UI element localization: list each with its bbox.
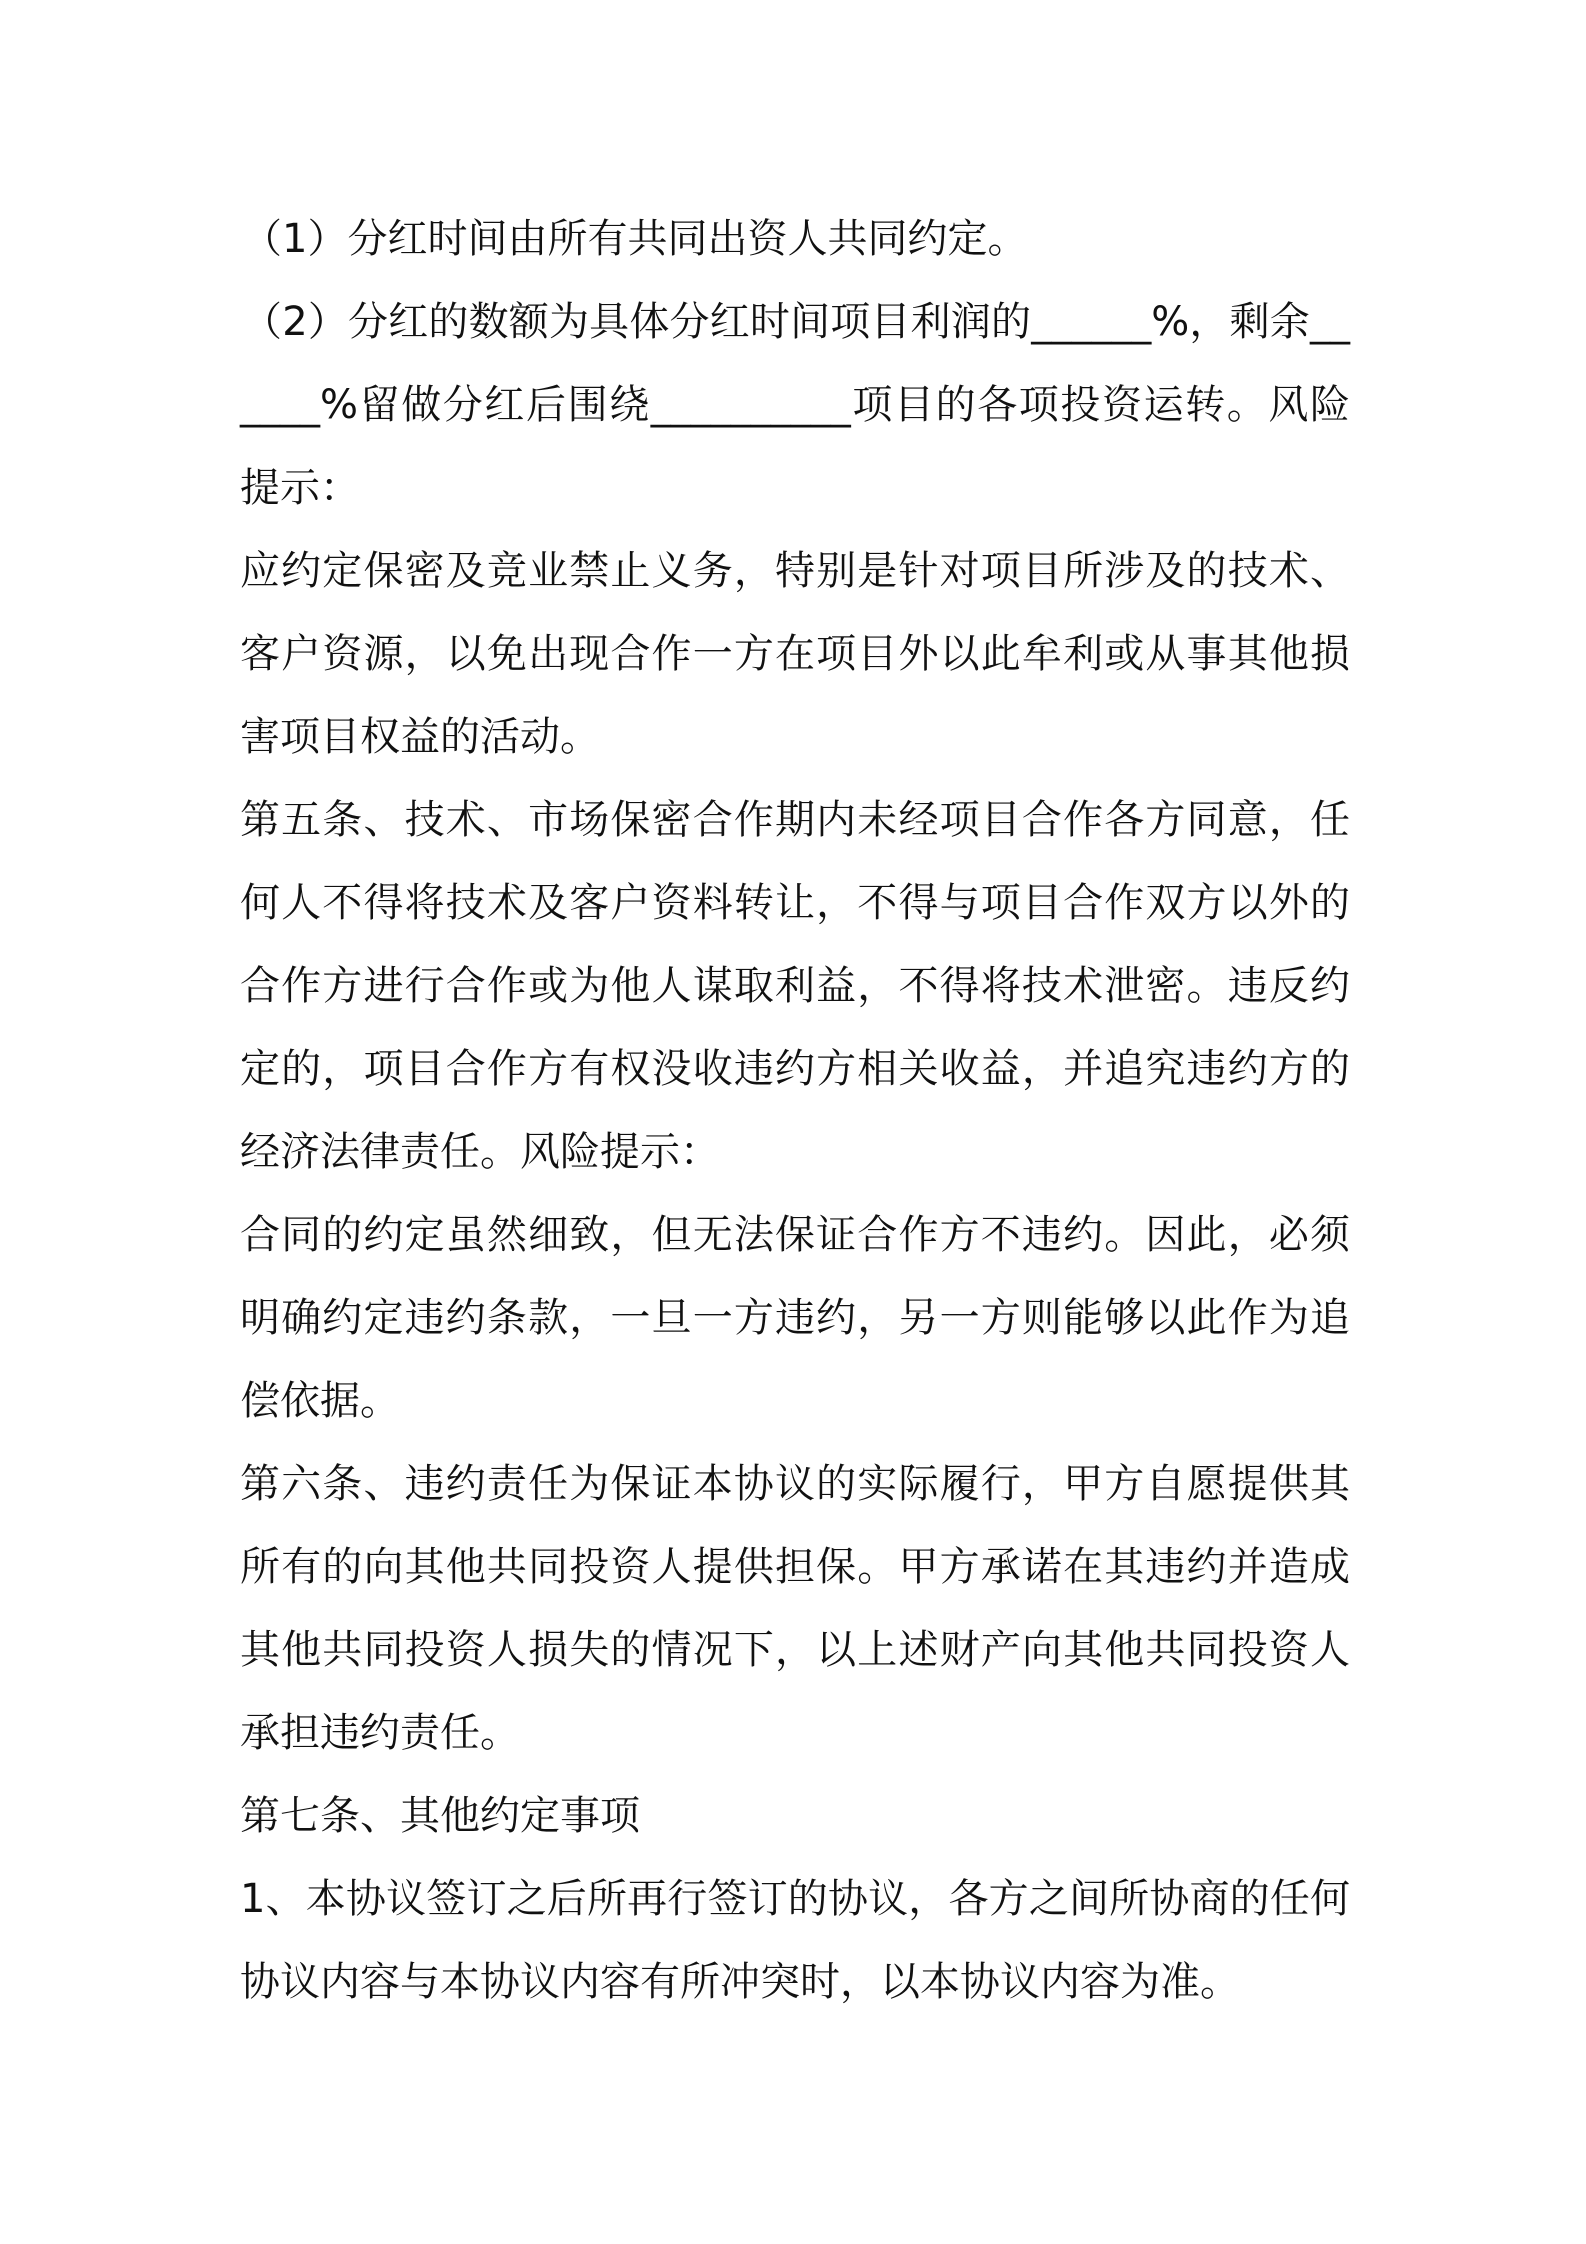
paragraph-article-seven-heading: 第七条、其他约定事项 bbox=[240, 1793, 640, 1839]
paragraph-dividend-amount: （2）分红的数额为具体分红时间项目利润的______%，剩余______%留做分红后围绕__________项目的各项投资运转。风险提示： bbox=[240, 299, 1350, 511]
paragraph-risk-confidentiality: 应约定保密及竞业禁止义务，特别是针对项目所涉及的技术、客户资源，以免出现合作一方在项目外以此牟利或从事其他损害项目权益的活动。 bbox=[240, 548, 1350, 760]
document-body bbox=[240, 198, 1350, 2024]
paragraph-article-seven-item-one: 1、本协议签订之后所再行签订的协议，各方之间所协商的任何协议内容与本协议内容有所冲突时，以本协议内容为准。 bbox=[240, 1876, 1350, 2005]
paragraph-dividend-time: （1）分红时间由所有共同出资人共同约定。 bbox=[242, 216, 1028, 262]
paragraph-article-six: 第六条、违约责任为保证本协议的实际履行，甲方自愿提供其所有的向其他共同投资人提供担保。甲方承诺在其违约并造成其他共同投资人损失的情况下，以上述财产向其他共同投资人承担违约责任。 bbox=[240, 1461, 1350, 1756]
paragraph-risk-breach: 合同的约定虽然细致，但无法保证合作方不违约。因此，必须明确约定违约条款，一旦一方违约，另一方则能够以此作为追偿依据。 bbox=[240, 1212, 1350, 1424]
paragraph-article-five: 第五条、技术、市场保密合作期内未经项目合作各方同意，任何人不得将技术及客户资料转让，不得与项目合作双方以外的合作方进行合作或为他人谋取利益，不得将技术泄密。违反约定的，项目合作方有权没收违约方相关收益，并追究违约方的经济法律责任。风险提示： bbox=[240, 797, 1350, 1175]
